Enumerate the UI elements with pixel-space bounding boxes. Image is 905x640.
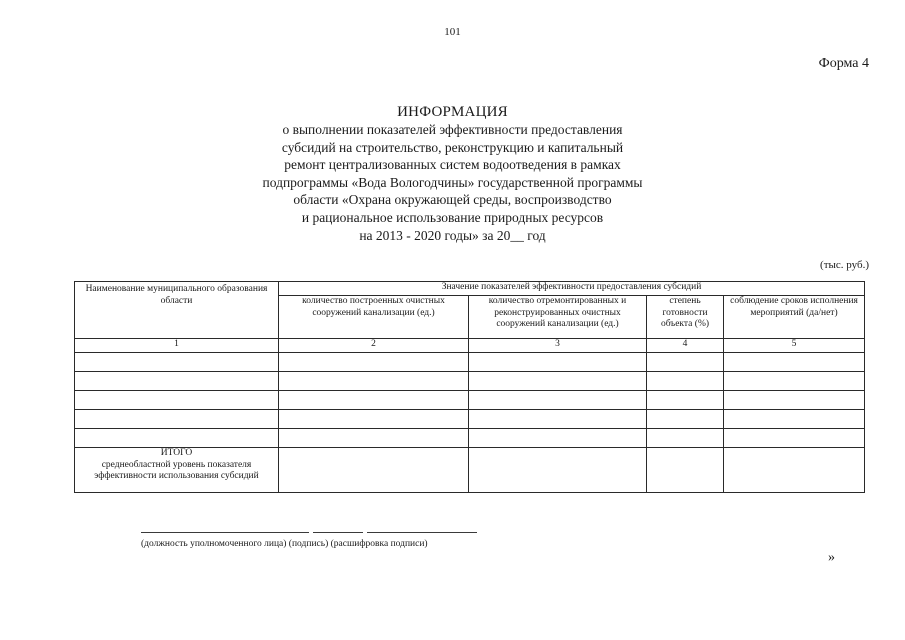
table-cell[interactable] bbox=[647, 429, 724, 448]
table-cell[interactable] bbox=[724, 448, 865, 493]
table-cell[interactable] bbox=[75, 372, 279, 391]
col1-header bbox=[75, 282, 279, 339]
signature-block bbox=[141, 532, 486, 549]
table-cell[interactable] bbox=[279, 410, 469, 429]
sub-header-text: количество отремонтированных и реконструированных очистных сооружений канализации (ед.) bbox=[488, 296, 627, 329]
sub-header-text: степень готовности объекта (%) bbox=[660, 296, 710, 329]
column-number: 4 bbox=[647, 339, 724, 353]
name-line bbox=[367, 532, 477, 533]
heading-line: и рациональное использование природных ресурсов bbox=[301, 209, 604, 225]
heading-line: на 2013 - 2020 годы» за 20__ год bbox=[359, 227, 546, 243]
table-cell[interactable] bbox=[647, 353, 724, 372]
table-cell[interactable] bbox=[75, 391, 279, 410]
sub-header-text: соблюдение сроков исполнения мероприятий (да/нет) bbox=[730, 296, 858, 318]
table-cell[interactable] bbox=[75, 429, 279, 448]
table-cell[interactable] bbox=[724, 429, 865, 448]
unit-note: (тыс. руб.) bbox=[820, 259, 869, 271]
indicators-group-header-text: Значение показателей эффективности предоставления субсидий bbox=[441, 282, 702, 292]
heading-line: подпрограммы «Вода Вологодчины» государственной программы bbox=[262, 174, 643, 190]
table-cell[interactable] bbox=[647, 410, 724, 429]
column-number: 3 bbox=[469, 339, 647, 353]
page-number: 101 bbox=[444, 26, 461, 38]
total-label-cell bbox=[75, 448, 279, 493]
table-cell[interactable] bbox=[75, 410, 279, 429]
heading-line: субсидий на строительство, реконструкцию и капитальный bbox=[281, 139, 624, 155]
table-cell[interactable] bbox=[279, 391, 469, 410]
table-cell[interactable] bbox=[724, 391, 865, 410]
form-label: Форма 4 bbox=[818, 56, 869, 71]
table-cell[interactable] bbox=[469, 372, 647, 391]
table-cell[interactable] bbox=[724, 372, 865, 391]
column-number-row bbox=[75, 339, 865, 353]
table-row bbox=[75, 353, 865, 372]
position-line bbox=[141, 532, 309, 533]
document-heading bbox=[0, 104, 905, 244]
table-row bbox=[75, 372, 865, 391]
table-cell[interactable] bbox=[647, 448, 724, 493]
sub-header-deadlines bbox=[724, 296, 865, 339]
table-cell[interactable] bbox=[469, 353, 647, 372]
table-cell[interactable] bbox=[279, 353, 469, 372]
table-row bbox=[75, 429, 865, 448]
table-cell[interactable] bbox=[75, 353, 279, 372]
municipality-header-text: Наименование муниципального образования области bbox=[85, 284, 268, 306]
signature-line bbox=[313, 532, 363, 533]
sub-header-text: количество построенных очистных сооружений канализации (ед.) bbox=[302, 296, 445, 318]
total-sublabel: среднеобластной уровень показателя эффективности использования субсидий bbox=[94, 459, 259, 481]
table-cell[interactable] bbox=[469, 410, 647, 429]
heading-line: ремонт централизованных систем водоотведения в рамках bbox=[284, 157, 621, 173]
total-label: ИТОГО bbox=[160, 448, 193, 458]
table-cell[interactable] bbox=[724, 410, 865, 429]
table-cell[interactable] bbox=[647, 391, 724, 410]
total-row bbox=[75, 448, 865, 493]
column-number: 2 bbox=[279, 339, 469, 353]
signature-lines bbox=[141, 532, 486, 538]
heading-line: области «Охрана окружающей среды, воспроизводство bbox=[293, 192, 612, 208]
table-cell[interactable] bbox=[279, 429, 469, 448]
table-cell[interactable] bbox=[724, 353, 865, 372]
heading-line: о выполнении показателей эффективности предоставления bbox=[282, 122, 623, 137]
table-cell[interactable] bbox=[279, 372, 469, 391]
column-number: 5 bbox=[724, 339, 865, 353]
table-row bbox=[75, 391, 865, 410]
table-cell[interactable] bbox=[469, 429, 647, 448]
table-cell[interactable] bbox=[647, 372, 724, 391]
signature-caption: (должность уполномоченного лица) (подпись) (расшифровка подписи) bbox=[141, 539, 428, 549]
column-number: 1 bbox=[75, 339, 279, 353]
table-cell[interactable] bbox=[279, 448, 469, 493]
sub-header-readiness bbox=[647, 296, 724, 339]
document-title: ИНФОРМАЦИЯ bbox=[397, 104, 508, 120]
table-cell[interactable] bbox=[469, 448, 647, 493]
table-row bbox=[75, 410, 865, 429]
group-header bbox=[279, 282, 865, 296]
closing-quote: » bbox=[828, 550, 835, 565]
table-cell[interactable] bbox=[469, 391, 647, 410]
sub-header-built bbox=[279, 296, 469, 339]
sub-header-repaired bbox=[469, 296, 647, 339]
indicator-table bbox=[74, 281, 865, 493]
